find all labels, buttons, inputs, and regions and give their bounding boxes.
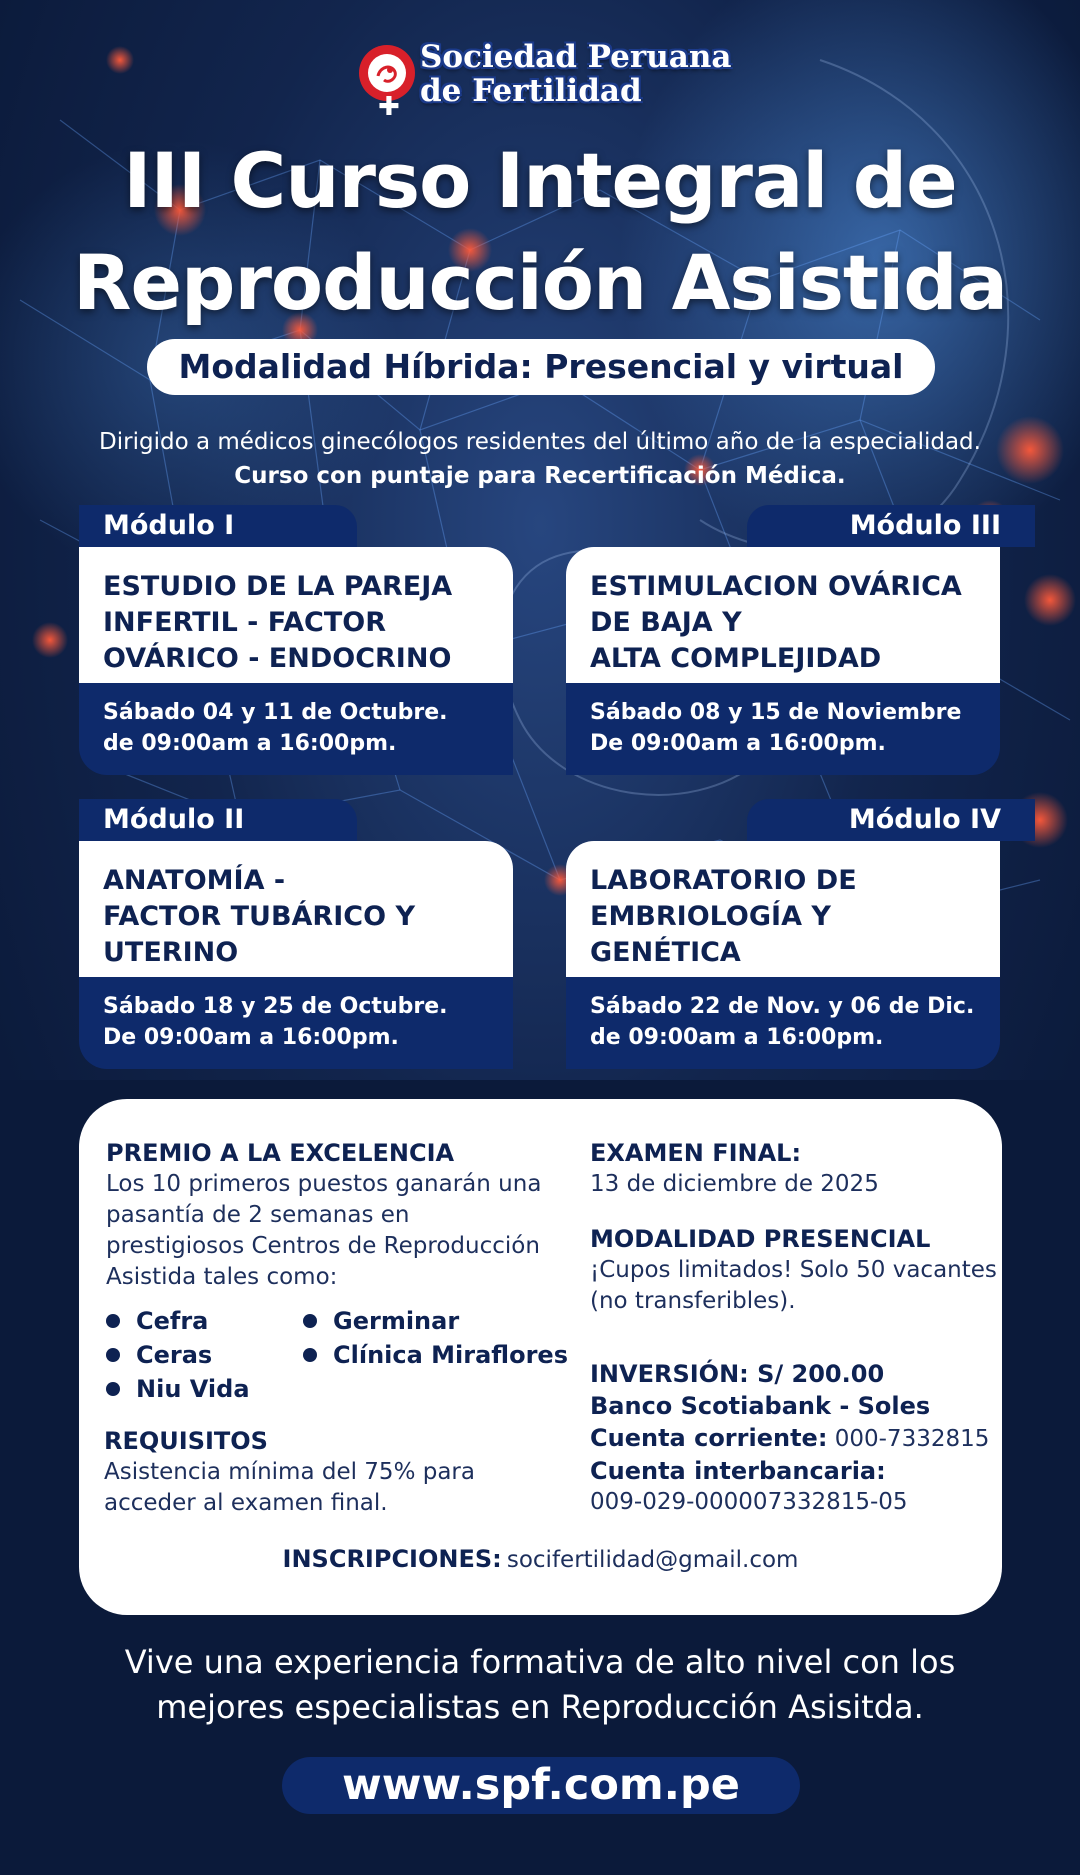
module-3-title-line: ALTA COMPLEJIDAD [590, 643, 882, 674]
module-1-date: Sábado 04 y 11 de Octubre. [103, 700, 448, 725]
requirements-text-line: Asistencia mínima del 75% para [104, 1459, 475, 1485]
list-item: Niu Vida [106, 1372, 250, 1406]
module-3-date: Sábado 08 y 15 de Noviembre [590, 700, 962, 725]
closing-message [0, 1640, 1080, 1730]
audience-text [0, 425, 1080, 493]
list-item: Germinar [303, 1304, 568, 1338]
module-2-date: Sábado 18 y 25 de Octubre. [103, 994, 448, 1019]
presencial-heading: MODALIDAD PRESENCIAL [590, 1225, 931, 1253]
module-2-title-line: ANATOMÍA - [103, 865, 286, 896]
exam-heading: EXAMEN FINAL: [590, 1139, 802, 1167]
module-2-time: De 09:00am a 16:00pm. [103, 1025, 399, 1050]
prize-text-line: Los 10 primeros puestos ganarán una [106, 1171, 542, 1197]
module-3-time: De 09:00am a 16:00pm. [590, 731, 886, 756]
module-3-title-line: ESTIMULACION OVÁRICA [590, 571, 962, 602]
prize-text-line: pasantía de 2 semanas en [106, 1202, 410, 1228]
cross-icon: ✚ [378, 92, 400, 122]
registration-label: INSCRIPCIONES: [282, 1545, 502, 1573]
spf-logo [358, 38, 732, 122]
module-1-title-line: OVÁRICO - ENDOCRINO [103, 643, 452, 674]
bank-name: Banco Scotiabank - Soles [590, 1392, 931, 1420]
centers-list-col2 [303, 1304, 568, 1372]
module-2-title-line: FACTOR TUBÁRICO Y [103, 901, 415, 932]
list-item: Cefra [106, 1304, 250, 1338]
module-2-card [79, 841, 513, 1069]
module-4-card [566, 841, 1000, 1069]
info-panel [79, 1099, 1002, 1615]
audience-line2: Curso con puntaje para Recertificación Médica. [234, 463, 846, 489]
logo-name-line1: Sociedad Peruana [420, 39, 732, 75]
module-2-title-line: UTERINO [103, 937, 239, 968]
title-line1: III Curso Integral de [123, 136, 957, 225]
module-3-card [566, 547, 1000, 775]
module-1-title-line: ESTUDIO DE LA PAREJA [103, 571, 453, 602]
prize-heading: PREMIO A LA EXCELENCIA [106, 1139, 455, 1167]
audience-line1: Dirigido a médicos ginecólogos residentes del último año de la especialidad. [99, 429, 981, 455]
module-3-tag: Módulo III [747, 505, 1035, 547]
list-item: Clínica Miraflores [303, 1338, 568, 1372]
module-4-date: Sábado 22 de Nov. y 06 de Dic. [590, 994, 975, 1019]
account-label: Cuenta corriente: [590, 1424, 828, 1452]
account-number: 000-7332815 [834, 1426, 990, 1452]
module-1-title-line: INFERTIL - FACTOR [103, 607, 386, 638]
presencial-text-line: ¡Cupos limitados! Solo 50 vacantes [590, 1257, 997, 1283]
closing-line2: mejores especialistas en Reproducción Asisitda. [156, 1688, 924, 1726]
exam-date: 13 de diciembre de 2025 [590, 1171, 879, 1197]
investment-section [590, 1358, 989, 1518]
module-1-card [79, 547, 513, 775]
list-item: Ceras [106, 1338, 250, 1372]
module-4-time: de 09:00am a 16:00pm. [590, 1025, 884, 1050]
prize-text-line: Asistida tales como: [106, 1264, 338, 1290]
module-4-title-line: LABORATORIO DE [590, 865, 857, 896]
investment-heading: INVERSIÓN: S/ 200.00 [590, 1360, 885, 1388]
module-4-tag: Módulo IV [747, 799, 1035, 841]
registration-line [79, 1543, 1002, 1576]
exam-section [590, 1137, 879, 1200]
prize-text-line: prestigiosos Centros de Reproducción [106, 1233, 540, 1259]
module-3-title-line: DE BAJA Y [590, 607, 742, 638]
module-2-tag: Módulo II [79, 799, 357, 841]
modality-pill: Modalidad Híbrida: Presencial y virtual [147, 339, 935, 395]
website-link[interactable]: www.spf.com.pe [282, 1757, 800, 1814]
module-1-tag: Módulo I [79, 505, 357, 547]
module-4-title-line: EMBRIOLOGÍA Y [590, 901, 831, 932]
module-1-time: de 09:00am a 16:00pm. [103, 731, 397, 756]
requirements-section [104, 1425, 475, 1519]
registration-email[interactable]: socifertilidad@gmail.com [506, 1547, 799, 1573]
title-line2: Reproducción Asistida [72, 238, 1007, 327]
presencial-text-line: (no transferibles). [590, 1288, 796, 1314]
cci-number: 009-029-000007332815-05 [590, 1489, 908, 1515]
closing-line1: Vive una experiencia formativa de alto nivel con los [124, 1643, 956, 1681]
requirements-heading: REQUISITOS [104, 1427, 268, 1455]
presencial-section [590, 1223, 997, 1317]
course-title [0, 130, 1080, 334]
logo-name-line2: de Fertilidad [420, 73, 642, 109]
centers-list-col1 [106, 1304, 250, 1406]
requirements-text-line: acceder al examen final. [104, 1490, 388, 1516]
cci-label: Cuenta interbancaria: [590, 1457, 886, 1485]
module-4-title-line: GENÉTICA [590, 937, 741, 968]
prize-section [106, 1137, 541, 1293]
